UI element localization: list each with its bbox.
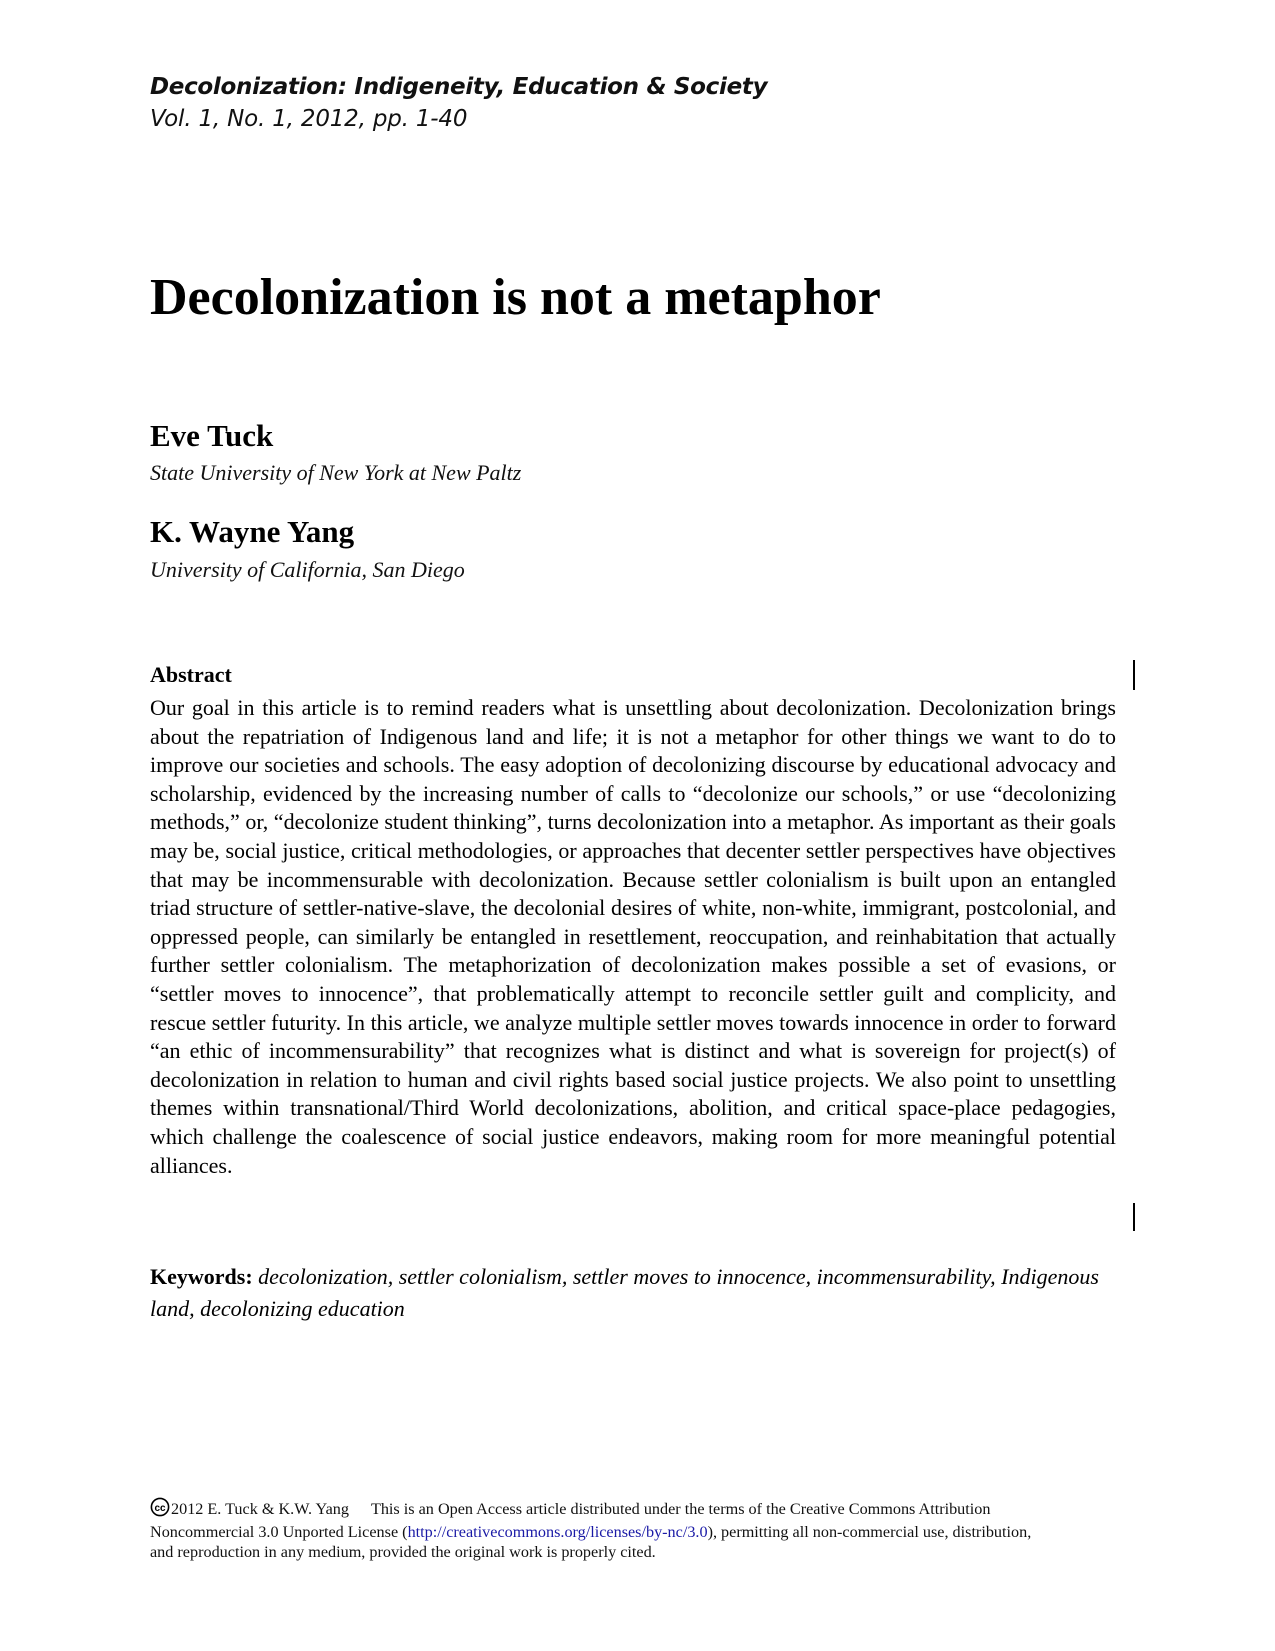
keywords <box>150 1261 1116 1325</box>
license-footer <box>150 1497 1050 1562</box>
license-link[interactable]: http://creativecommons.org/licenses/by-nc/3.0 <box>407 1523 708 1541</box>
abstract-heading: Abstract <box>150 662 232 687</box>
svg-text:cc: cc <box>154 1503 166 1514</box>
author-affiliation: University of California, San Diego <box>150 557 465 582</box>
abstract-text: Our goal in this article is to remind readers what is unsettling about decolonization. Decolonization brings about the repatriation of Indigenous land and life; it is not a metaphor for other things we want to do to improve our societies and schools. The easy adoption of decolonizing discourse by educational advocacy and scholarship, evidenced by the increasing number of calls to “decolonize our schools,” or use “decolonizing methods,” or, “decolonize student thinking”, turns decolonization into a metaphor. As important as their goals may be, social justice, critical methodologies, or approaches that decenter settler perspectives have objectives that may be incommensurable with decolonization. Because settler colonialism is built upon an entangled triad structure of settler-native-slave, the decolonial desires of white, non-white, immigrant, postcolonial, and oppressed people, can similarly be entangled in resettlement, reoccupation, and reinhabitation that actually further settler colonialism. The metaphorization of decolonization makes possible a set of evasions, or “settler moves to innocence”, that problematically attempt to reconcile settler guilt and complicity, and rescue settler futurity. In this article, we analyze multiple settler moves towards innocence in order to forward “an ethic of incommensurability” that recognizes what is distinct and what is sovereign for project(s) of decolonization in relation to human and civil rights based social justice projects. We also point to unsettling themes within transnational/Third World decolonizations, abolition, and critical space-place pedagogies, which challenge the coalescence of social justice endeavors, making room for more meaningful potential alliances. <box>150 695 1116 1178</box>
journal-volume: Vol. 1, No. 1, 2012, pp. 1-40 <box>150 106 468 132</box>
license-text-end: ), permitting all non-commercial use, distribution, and reproduction in any medium, provided the original work is properly cited. <box>150 1523 1032 1561</box>
change-bar <box>1133 1203 1135 1231</box>
copyright-notice: 2012 E. Tuck & K.W. Yang <box>171 1500 349 1518</box>
author-name: Eve Tuck <box>150 418 274 453</box>
creative-commons-icon <box>150 1497 170 1522</box>
author-affiliation: State University of New York at New Paltz <box>150 460 522 485</box>
keywords-label: Keywords: <box>150 1264 253 1289</box>
journal-header <box>150 74 767 132</box>
author-name: K. Wayne Yang <box>150 514 355 549</box>
journal-name: Decolonization: Indigeneity, Education & Society <box>150 74 768 100</box>
article-title: Decolonization is not a metaphor <box>150 269 881 326</box>
keywords-list: decolonization, settler colonialism, settler moves to innocence, incommensurability, Indigenous land, decolonizing education <box>150 1264 1099 1321</box>
change-bar <box>1133 660 1135 690</box>
license-text: This is an Open Access article distributed under the terms of the Creative Commons Attribution Noncommercial 3.0 Unported License ( <box>150 1500 991 1541</box>
